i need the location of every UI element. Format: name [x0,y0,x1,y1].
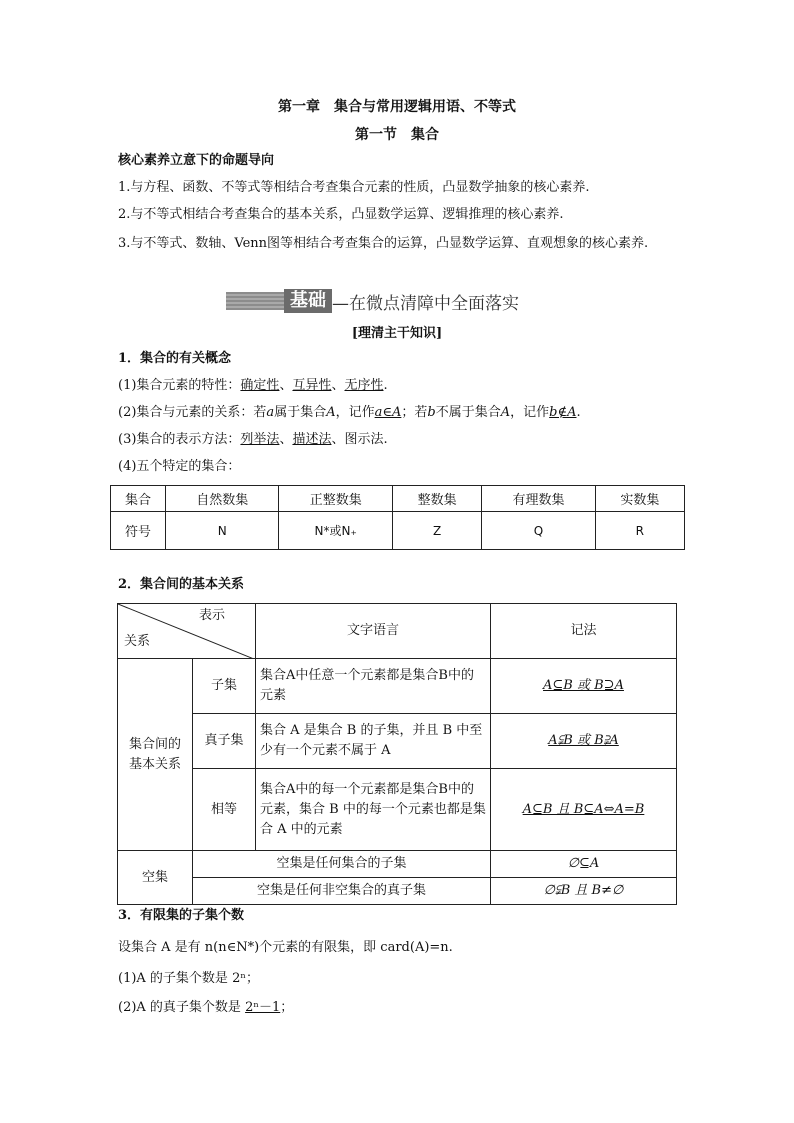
term-unordered: 无序性 [344,378,384,393]
p2-A2: A [500,405,511,420]
empty-set-text: 空集是任何集合的子集 [193,851,491,878]
col-header-notation: 记法 [491,604,677,659]
term-enumeration: 列举法 [240,432,280,447]
term-determinacy: 确定性 [240,378,280,393]
part3-heading: 3．有限集的子集个数 [118,908,245,923]
p2-mid3: ；若 [401,405,428,420]
item2-value: 2ⁿ－1 [245,1000,281,1015]
special-sets-table [110,485,685,550]
table-row [118,878,677,905]
term-distinctness: 互异性 [292,378,332,393]
part1-p1: (1)集合元素的特性：确定性、互异性、无序性. [118,378,388,393]
row-label: 符号 [111,512,166,550]
symbol-cell: Q [482,512,595,550]
p2-mid5: ，记作 [510,405,550,420]
part3-item2 [118,997,686,1019]
part3-intro: 设集合 A 是有 n(n∈N*)个元素的有限集，即 card(A)=n. [118,940,453,955]
table-row [111,486,685,512]
relation-text: 集合 A 是集合 B 的子集，并且 B 中至少有一个元素不属于 A [256,714,491,769]
term-description: 描述法 [292,432,332,447]
part1-p4: (4)五个特定的集合： [118,459,241,474]
empty-set-text: 空集是任何非空集合的真子集 [193,878,491,905]
part1-p2 [118,402,686,424]
term-diagram: 图示法 [344,432,384,447]
table-header: 实数集 [595,486,684,512]
symbol-cell: N [166,512,279,550]
banner-bar [226,292,284,310]
relation-notation: A⫋B 或 B⫌A [491,714,677,769]
empty-set-label: 空集 [118,851,193,905]
empty-set-notation: ∅⫋B 且 B≠∅ [491,878,677,905]
banner-tag: 基础 [284,289,332,313]
guidance-item: 1.与方程、函数、不等式等相结合考查集合元素的性质，凸显数学抽象的核心素养. [118,180,590,195]
corner-top: 表示 [198,608,225,623]
table-row [111,512,685,550]
relation-name: 相等 [193,769,256,851]
p2-end: . [576,405,581,420]
part3-item1 [118,968,686,990]
p2-rel-in: a∈A [374,405,402,420]
item1-prefix: (1)A 的子集个数是 [118,971,233,986]
p2-prefix: (2)集合与元素的关系：若 [118,405,267,420]
row-label: 集合 [111,486,166,512]
table-row [118,714,677,769]
p3-prefix: (3)集合的表示方法： [118,432,241,447]
section-label: [理清主干知识] [351,326,443,341]
p2-b: b [427,405,436,420]
relation-name: 真子集 [193,714,256,769]
p2-mid4: 不属于集合 [435,405,501,420]
p2-rel-notin: b∉A [549,405,577,420]
symbol-cell: Z [392,512,481,550]
part1-heading: 1．集合的有关概念 [118,351,232,366]
item2-end: ； [280,1000,294,1015]
table-row [118,769,677,851]
part1-p3: (3)集合的表示方法：列举法、描述法、图示法. [118,432,388,447]
p2-A: A [326,405,336,420]
p1-prefix: (1)集合元素的特性： [118,378,241,393]
table-row [118,659,677,714]
table-header: 自然数集 [166,486,279,512]
relation-text: 集合A中的每一个元素都是集合B中的元素，集合 B 中的每一个元素也都是集合 A 中的元素 [256,769,491,851]
table-header: 正整数集 [279,486,392,512]
relation-text: 集合A中任意一个元素都是集合B中的元素 [256,659,491,714]
banner-subtitle: —在微点清障中全面落实 [332,293,519,314]
empty-set-notation: ∅⊆A [491,851,677,878]
guidance-item: 3.与不等式、数轴、Venn图等相结合考查集合的运算，凸显数学运算、直观想象的核心素养. [118,236,649,251]
table-header: 整数集 [392,486,481,512]
relation-notation: A⊆B 或 B⊇A [491,659,677,714]
guidance-item: 2.与不等式相结合考查集合的基本关系，凸显数学运算、逻辑推理的核心素养. [118,207,564,222]
symbol-cell: R [595,512,684,550]
table-row [118,851,677,878]
set-relations-table [117,603,677,905]
p2-a: a [266,405,275,420]
table-row [118,604,677,659]
item1-value: 2ⁿ [232,971,246,986]
relation-name: 子集 [193,659,256,714]
group-label: 集合间的基本关系 [118,659,193,851]
item1-end: ； [245,971,259,986]
chapter-title: 第一章 集合与常用逻辑用语、不等式 [278,99,516,115]
corner-bottom: 关系 [124,634,151,649]
p2-mid1: 属于集合 [274,405,327,420]
symbol-cell: N*或N₊ [279,512,392,550]
guidance-heading: 核心素养立意下的命题导向 [118,153,275,168]
section-title: 第一节 集合 [355,127,439,143]
item2-prefix: (2)A 的真子集个数是 [118,1000,246,1015]
col-header-text: 文字语言 [256,604,491,659]
p2-mid2: ，记作 [335,405,375,420]
relation-notation: A⊆B 且 B⊆A⇔A=B [491,769,677,851]
corner-cell [118,604,256,659]
banner [226,289,519,313]
table-header: 有理数集 [482,486,595,512]
part2-heading: 2．集合间的基本关系 [118,577,245,592]
